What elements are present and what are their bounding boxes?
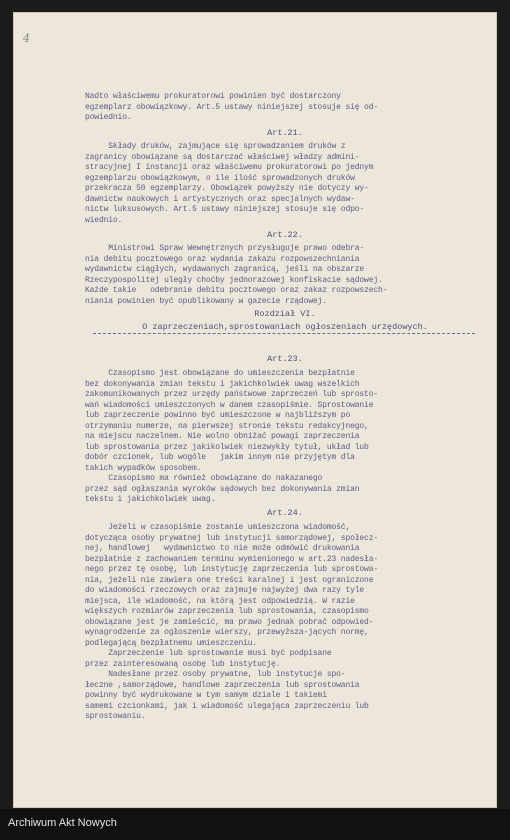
article-21-heading: Art.21. xyxy=(267,128,303,138)
article-21-text: Składy druków, zajmujące się sprowadzaniem druków z zagranicy obowiązane są dostarczać właściwej władzy admini- stracyjnej I instancji oraz właściwemu prokuratorowi po jednym egzemplarzu obowiązkowym, o ile ilość sprowadzonych druków przekracza 50 egzemplarzy. Obowiązek powyższy nie dotyczy wy- dawnictw naukowych i artystycznych oraz specjalnych wydaw- nictw luksusowych. Art.5 ustawy niniejszej stosuje się odpo- wiednio. xyxy=(85,142,374,225)
page-number: 4 xyxy=(23,32,30,45)
chapter-underline xyxy=(93,333,475,334)
article-24-heading: Art.24. xyxy=(267,508,303,518)
article-22-text: Ministrowi Spraw Wewnętrznych przysługuje prawo odebra- nia debitu pocztowego oraz wydania zakazu rozpowszechniania wydawnictw ciągłych, wydawanych zagranicą, jeśli na obszarze Rzeczypospolitej uległy choćby jednorazowej konfiskacie sądowej. Każde takie odebranie debitu pocztowego oraz zakaz rozpowszech- niania powinien być opublikowany w gazecie rządowej. xyxy=(85,244,388,306)
intro-paragraph: Nadto właściwemu prokuratorowi powinien być dostarczony egzemplarz obowiązkowy. Art.5 ustawy niniejszej stosuje się od- powiednio. xyxy=(85,92,378,122)
article-23-text: Czasopismo jest obowiązane do umieszczenia bezpłatnie bez dokonywania zmian tekstu i jakichkolwiek uwag wszelkich zakomunikowanych przez urzędy państwowe zaprzeczeń lub sprosto- wań wiadomości umieszczonych w danem czasopiśmie. Sprostowanie lub zaprzeczenie powinno być umieszczone w najbliższym po otrzymaniu numerze, na pierwszej stronie tekstu redakcyjnego, na miejscu naczelnem. Nie wolno obniżać powagi zaprzeczenia lub sprostowania przez jakikolwiek niezwykły tytuł, układ lub dobór czcionek, lub wogóle jakim innym nie przyjętym dla takich wypadków sposobem. Czasopismo ma również obowiązane do nakazanego przez sąd ogłaszania wyroków sądowych bez dokonywania zmian tekstu i jakichkolwiek uwag. xyxy=(85,369,378,504)
article-23-heading: Art.23. xyxy=(267,354,303,364)
archive-name: Archiwum Akt Nowych xyxy=(8,817,117,829)
chapter-heading: Rozdział VI. xyxy=(254,309,316,319)
document-page xyxy=(13,12,497,808)
article-22-heading: Art.22. xyxy=(267,230,303,240)
archive-footer xyxy=(0,809,510,840)
chapter-subtitle: O zaprzeczeniach,sprostowaniach ogłoszeniach urzędowych. xyxy=(142,322,428,332)
article-24-text: Jeżeli w czasopiśmie zostanie umieszczona wiadomość, dotycząca osoby prywatnej lub instytucji samorządowej, społecz- nej, handlowej wydawnictwo to nie może odmówić drukowania bezpłatnie z zachowaniem terminu wymienionego w art.23 nadesła- nego przez tę osobę, lub instytucję zaprzeczenia lub sprostowa- nia, jeżeli nie zawiera one treści karalnej i jest ograniczone do wiadomości rzeczowych oraz zajmuje najwyżej dwa razy tyle miejsca, ile wiadomość, na którą jest odpowiedzią. W razie większych rozmiarów zaprzeczenia lub sprostowania, czasopismo obowiązane jest je zamieścić, ma prawo jednak pobrać odpowied- wynagrodzenie za ogłoszenie wierszy, przewyższa-jących normę, podlegającą bezpłatnemu umieszczeniu. Zaprzeczenie lub sprostowanie musi być podpisane przez zainteresowaną osobę lub instytucję. Nadesłane przez osoby prywatne, lub instytucje spo- łeczne ,samorządowe, handlowe zaprzeczenia lub sprostowania powinny być wydrukowane w tym samym dziale i takiemi samemi czcionkami, jak i wiadomość ulegająca zaprzeczeniu lub sprostowaniu. xyxy=(85,523,378,721)
